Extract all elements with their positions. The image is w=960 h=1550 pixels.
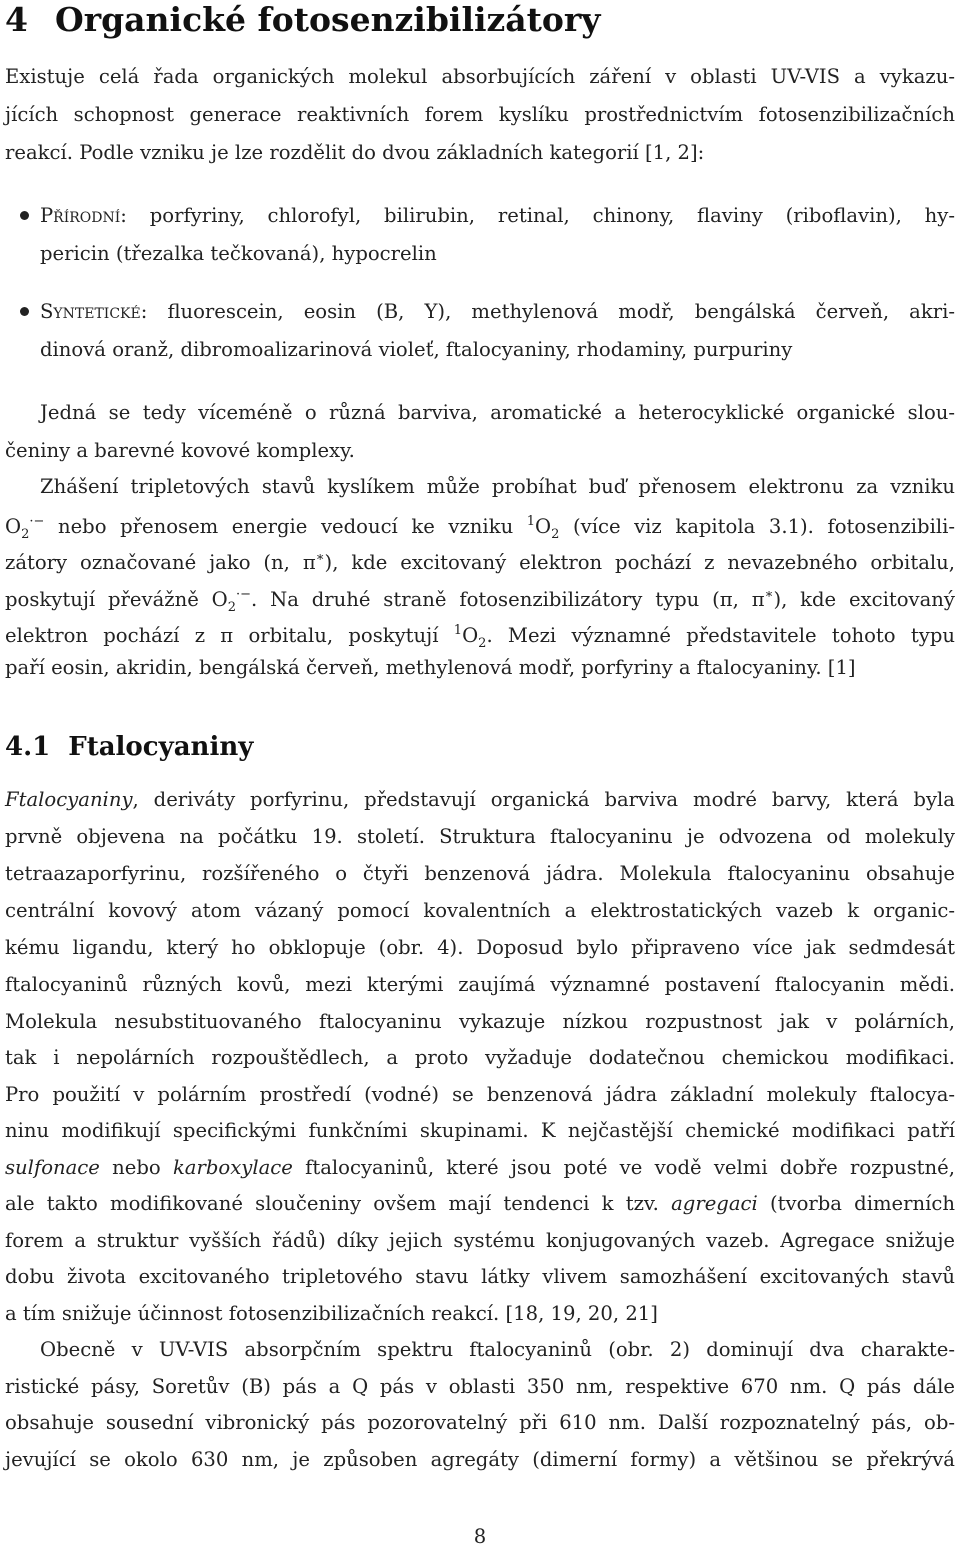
para4-line-5: kému ligandu, který ho obklopuje (obr. 4). Doposud bylo připraveno více jak sedmdesát [5,936,955,959]
intro-line-1: Existuje celá řada organických molekul absorbujících záření v oblasti UV-VIS a vykazu- [5,65,955,88]
para5-line-3: obsahuje sousední vibronický pás pozorovatelný při 610 nm. Další rozpoznatelný pás, ob- [5,1411,955,1434]
intro-line-2: jících schopnost generace reaktivních forem kyslíku prostřednictvím fotosenzibilizačních [5,103,955,126]
bullet-dot-1 [20,211,29,220]
para4-line-12: ale takto modifikované sloučeniny ovšem mají tendenci k tzv. agregaci (tvorba dimerních [5,1192,955,1215]
para4-line-14: dobu života excitovaného tripletového stavu látky vlivem samozhášení excitovaných stavů [5,1265,955,1288]
para3-line-5: elektron pochází z π orbitalu, poskytují $^1O_2$. Mezi významné představitele tohoto typu [5,623,955,651]
para3-line-3: zátory označované jako (n, π∗), kde excitovaný elektron pochází z nevazebného orbitalu, [5,550,955,574]
bullet-term-synthetic: Syntetické: [40,300,148,323]
intro-line-3: reakcí. Podle vzniku je lze rozdělit do dvou základních kategorií [1, 2]: [5,141,705,164]
para4-line-11: sulfonace nebo karboxylace ftalocyaninů, které jsou poté ve vodě velmi dobře rozpustné, [5,1156,955,1179]
para5-line-2: ristické pásy, Soretův (B) pás a Q pás v oblasti 350 nm, respektive 670 nm. Q pás dále [5,1375,955,1398]
para3-line-2: $O_2^{\cdot-}$ nebo přenosem energie vedoucí ke vzniku $^1O_2$ (více viz kapitola 3.1). fotosenzibili- [5,514,956,542]
para4-line-10: ninu modifikují specifickými funkčními skupinami. K nejčastější chemické modifikaci patří [5,1119,955,1142]
bullet-natural-line-2: pericin (třezalka tečkovaná), hypocrelin [40,242,437,265]
page-number: 8 [473,1525,487,1548]
para4-line-13: forem a struktur vyšších řádů) díky jejich systému konjugovaných vazeb. Agregace snižuje [5,1229,955,1252]
chapter-heading [5,0,600,40]
para2-line-2: čeniny a barevné kovové komplexy. [5,439,355,462]
bullet-dot-2 [20,307,29,316]
chapter-number: 4 [5,0,28,39]
para3-line-6: paří eosin, akridin, bengálská červeň, methylenová modř, porfyriny a ftalocyaniny. [1] [5,656,856,679]
para4-line-15: a tím snižuje účinnost fotosenzibilizačních reakcí. [18, 19, 20, 21] [5,1302,658,1325]
bullet-synthetic-line-2: dinová oranž, dibromoalizarinová violeť, ftalocyaniny, rhodaminy, purpuriny [40,338,793,361]
para5-line-4: jevující se okolo 630 nm, je způsoben agregáty (dimerní formy) a většinou se překrývá [5,1448,955,1471]
para4-line-8: tak i nepolárních rozpouštědlech, a proto vyžaduje dodatečnou chemickou modifikaci. [5,1046,955,1069]
para4-line-7: Molekula nesubstituovaného ftalocyaninu vykazuje nízkou rozpustnost jak v polárních, [5,1010,955,1033]
section-title: Ftalocyaniny [68,732,254,762]
para3-line-4: poskytují převážně $O_2^{\cdot-}$. Na druhé straně fotosenzibilizátory typu (π, π∗), kde excitovaný [5,587,955,615]
para4-line-1: Ftalocyaniny, deriváty porfyrinu, představují organická barviva modré barvy, která byla [5,788,955,811]
para4-line-6: ftalocyaninů různých kovů, mezi kterými zaujímá významné postavení ftalocyanin mědi. [5,973,955,996]
bullet-natural-line-1: Přírodní: porfyriny, chlorofyl, bilirubin, retinal, chinony, flaviny (riboflavin), hy- [40,204,955,227]
para5-line-1: Obecně v UV-VIS absorpčním spektru ftalocyaninů (obr. 2) dominují dva charakte- [40,1338,955,1361]
para4-line-9: Pro použití v polárním prostředí (vodné) se benzenová jádra základní molekuly ftalocya- [5,1083,955,1106]
para2-line-1: Jedná se tedy víceméně o různá barviva, aromatické a heterocyklické organické slou- [40,401,955,424]
section-number: 4.1 [5,732,51,762]
para4-line-2: prvně objevena na počátku 19. století. Struktura ftalocyaninu je odvozena od molekuly [5,825,955,848]
chapter-title: Organické fotosenzibilizátory [54,0,601,39]
section-heading [5,730,253,764]
para4-line-3: tetraazaporfyrinu, rozšířeného o čtyři benzenová jádra. Molekula ftalocyaninu obsahuje [5,862,955,885]
para3-line-1: Zhášení tripletových stavů kyslíkem může probíhat buď přenosem elektronu za vzniku [40,475,955,498]
bullet-term-natural: Přírodní: [40,204,127,227]
para4-line-4: centrální kovový atom vázaný pomocí kovalentních a elektrostatických vazeb k organic- [5,899,955,922]
bullet-synthetic-line-1: Syntetické: fluorescein, eosin (B, Y), methylenová modř, bengálská červeň, akri- [40,300,955,323]
